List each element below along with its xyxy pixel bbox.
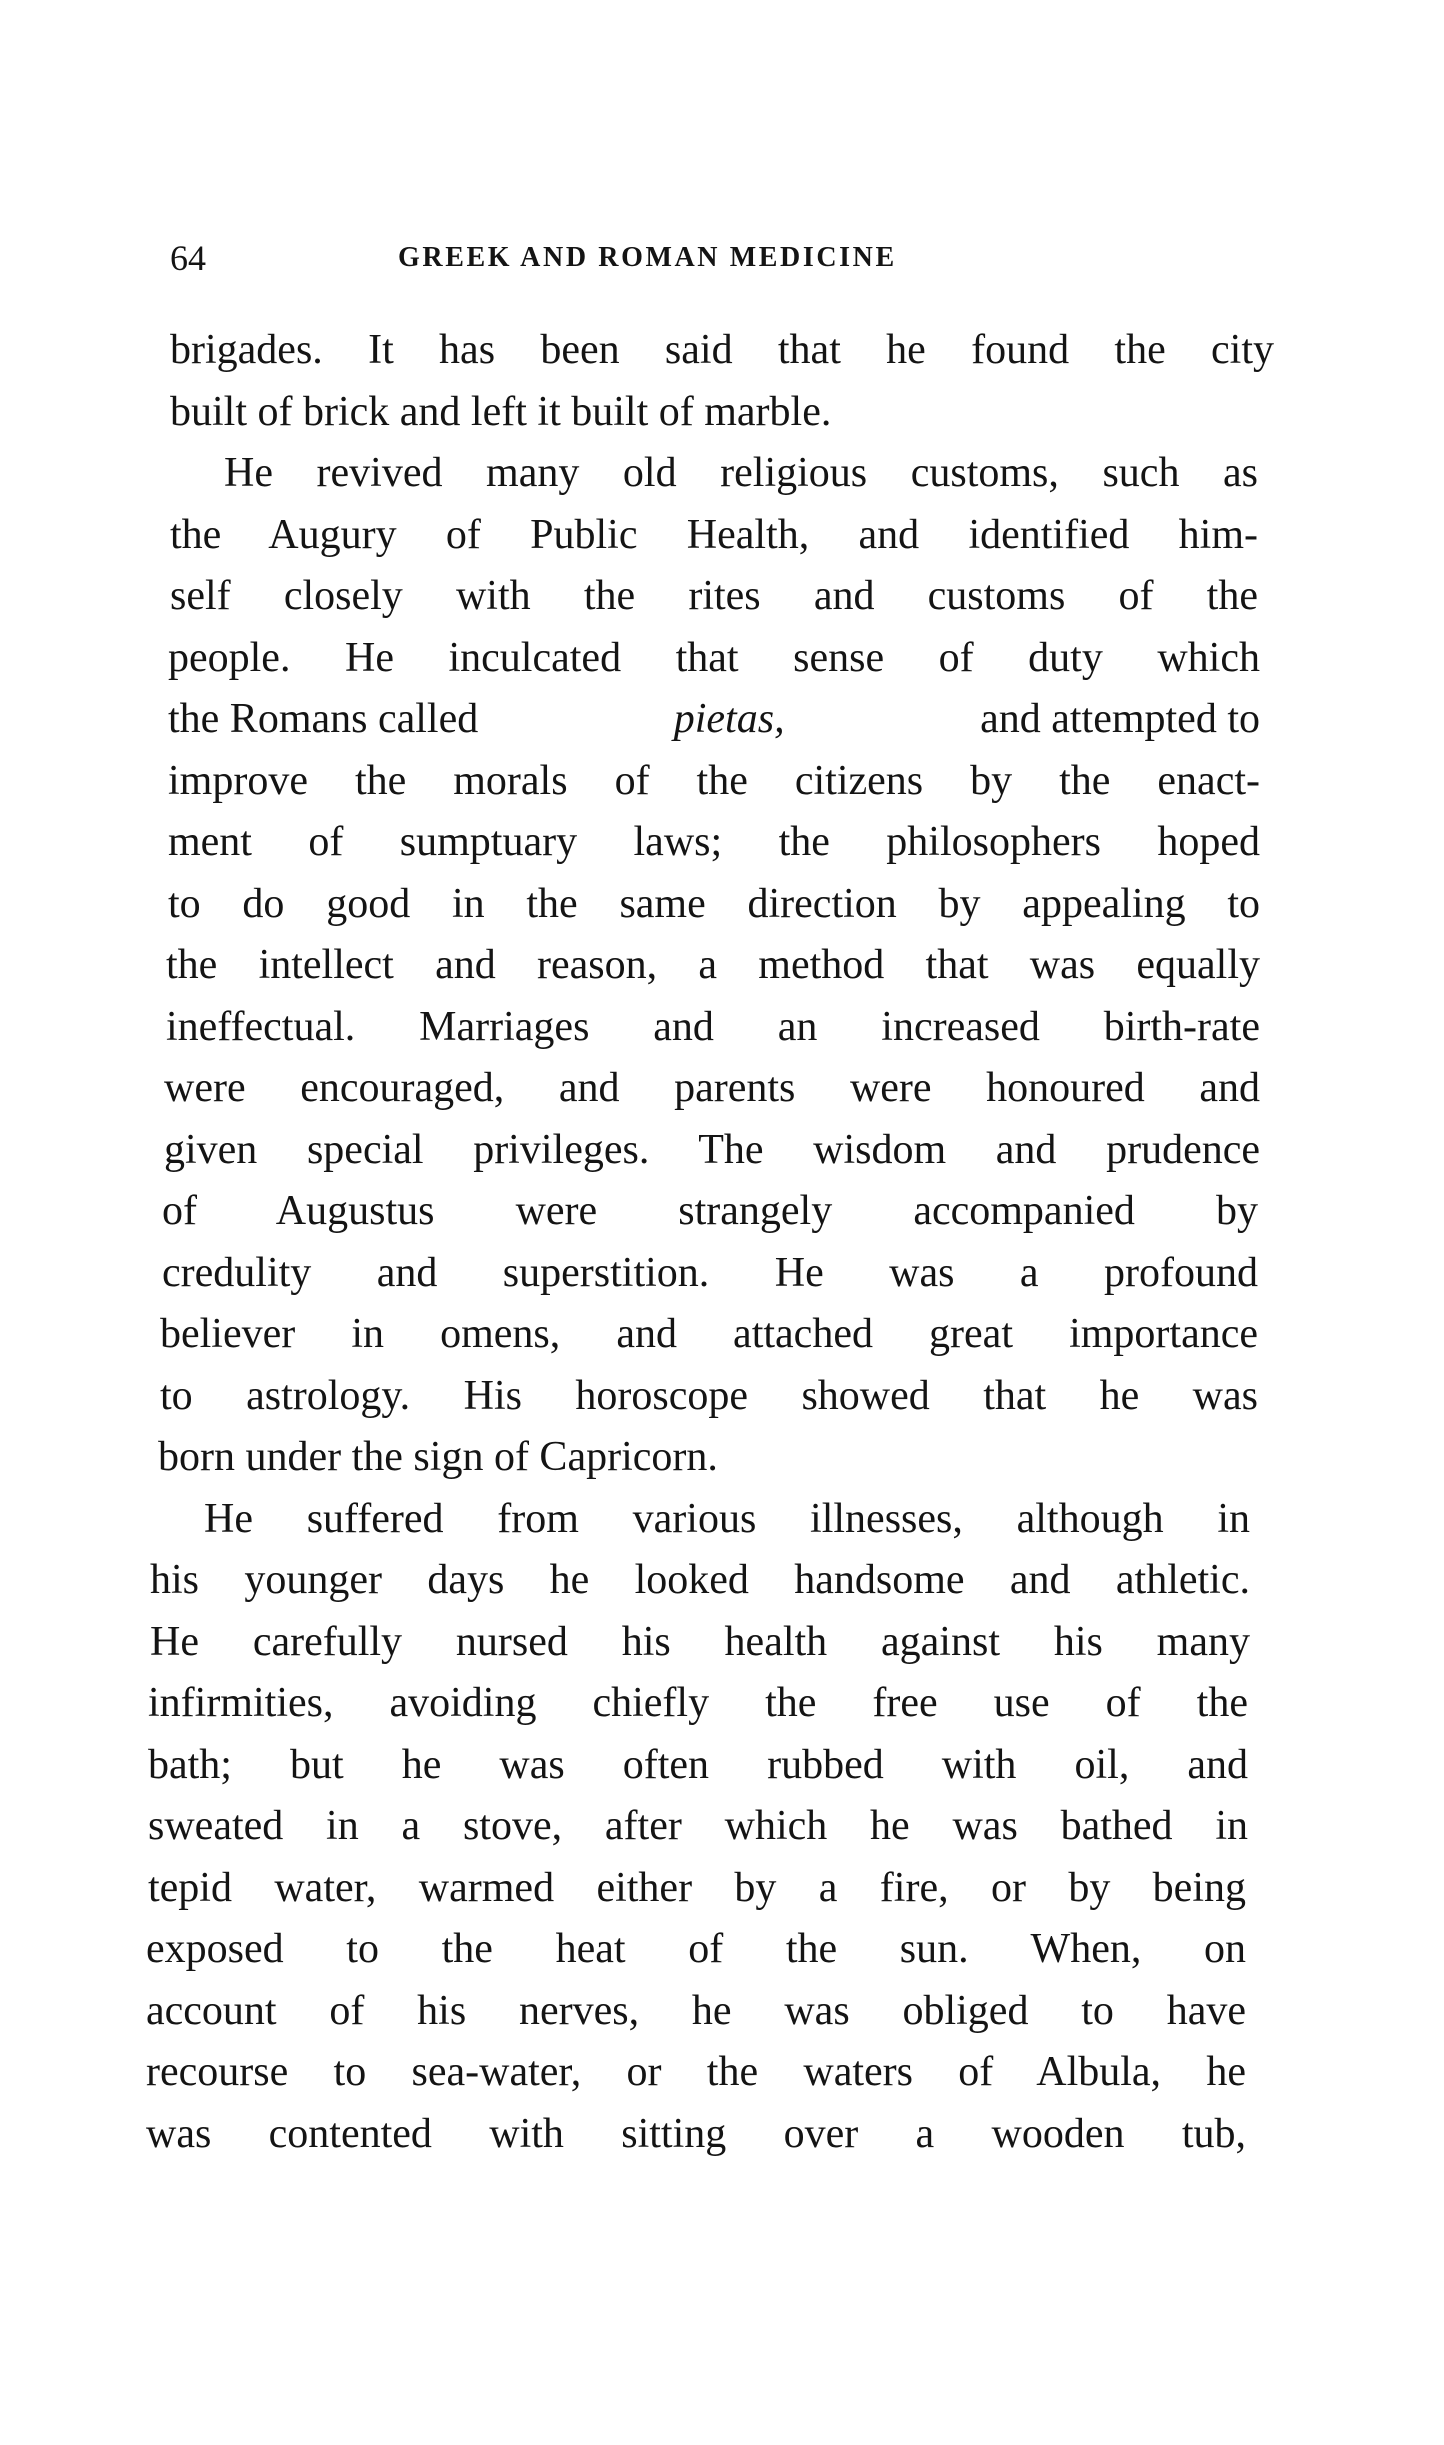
text-line: recourse to sea-water, or the waters of Albula, he — [146, 2049, 1246, 2095]
text-line: tepid water, warmed either by a fire, or by being — [148, 1864, 1246, 1911]
text-line: He carefully nursed his health against his many — [150, 1618, 1250, 1665]
text-line: bath; but he was often rubbed with oil, and — [148, 1741, 1248, 1788]
text-line: was contented with sitting over a wooden tub, — [146, 2110, 1246, 2157]
body-text — [146, 320, 1274, 2165]
text-line: to astrology. His horoscope showed that he was — [160, 1372, 1258, 1419]
text-line: credulity and superstition. He was a profound — [162, 1249, 1258, 1296]
italic-term: pietas, — [673, 696, 785, 742]
text-line: the Augury of Public Health, and identified him- — [170, 511, 1258, 558]
page-number: 64 — [170, 238, 206, 278]
text-line: improve the morals of the citizens by the enact- — [168, 757, 1260, 804]
text-line: sweated in a stove, after which he was bathed in — [148, 1803, 1248, 1849]
text-line: ment of sumptuary laws; the philosophers hoped — [168, 819, 1260, 865]
text-line: given special privileges. The wisdom and prudence — [164, 1126, 1260, 1173]
text-line: the intellect and reason, a method that was equally — [166, 942, 1260, 988]
text-line: brigades. It has been said that he found the city — [170, 327, 1274, 373]
running-head — [170, 233, 1015, 283]
text-line: believer in omens, and attached great importance — [160, 1311, 1258, 1357]
text-line: infirmities, avoiding chiefly the free use of the — [148, 1680, 1248, 1726]
text-line: of Augustus were strangely accompanied by — [162, 1188, 1258, 1234]
text-line: people. He inculcated that sense of duty which — [168, 634, 1260, 681]
text-line: ineffectual. Marriages and an increased birth-rate — [166, 1003, 1260, 1050]
text-segment: the Romans called — [168, 696, 479, 742]
text-line: self closely with the rites and customs of the — [170, 573, 1258, 619]
text-segment: and attempted to — [980, 696, 1260, 742]
text-line: built of brick and left it built of marble. — [170, 388, 832, 435]
text-line: account of his nerves, he was obliged to have — [146, 1987, 1246, 2034]
text-line — [146, 689, 1274, 751]
text-line: born under the sign of Capricorn. — [158, 1434, 718, 1480]
running-title: GREEK AND ROMAN MEDICINE — [398, 242, 897, 273]
text-line: exposed to the heat of the sun. When, on — [146, 1926, 1246, 1972]
text-line: He revived many old religious customs, such as — [224, 450, 1258, 496]
text-line: were encouraged, and parents were honoured and — [164, 1065, 1260, 1111]
text-line: to do good in the same direction by appealing to — [168, 880, 1260, 927]
text-line: his younger days he looked handsome and athletic. — [150, 1557, 1250, 1603]
text-line: He suffered from various illnesses, although in — [204, 1495, 1250, 1542]
